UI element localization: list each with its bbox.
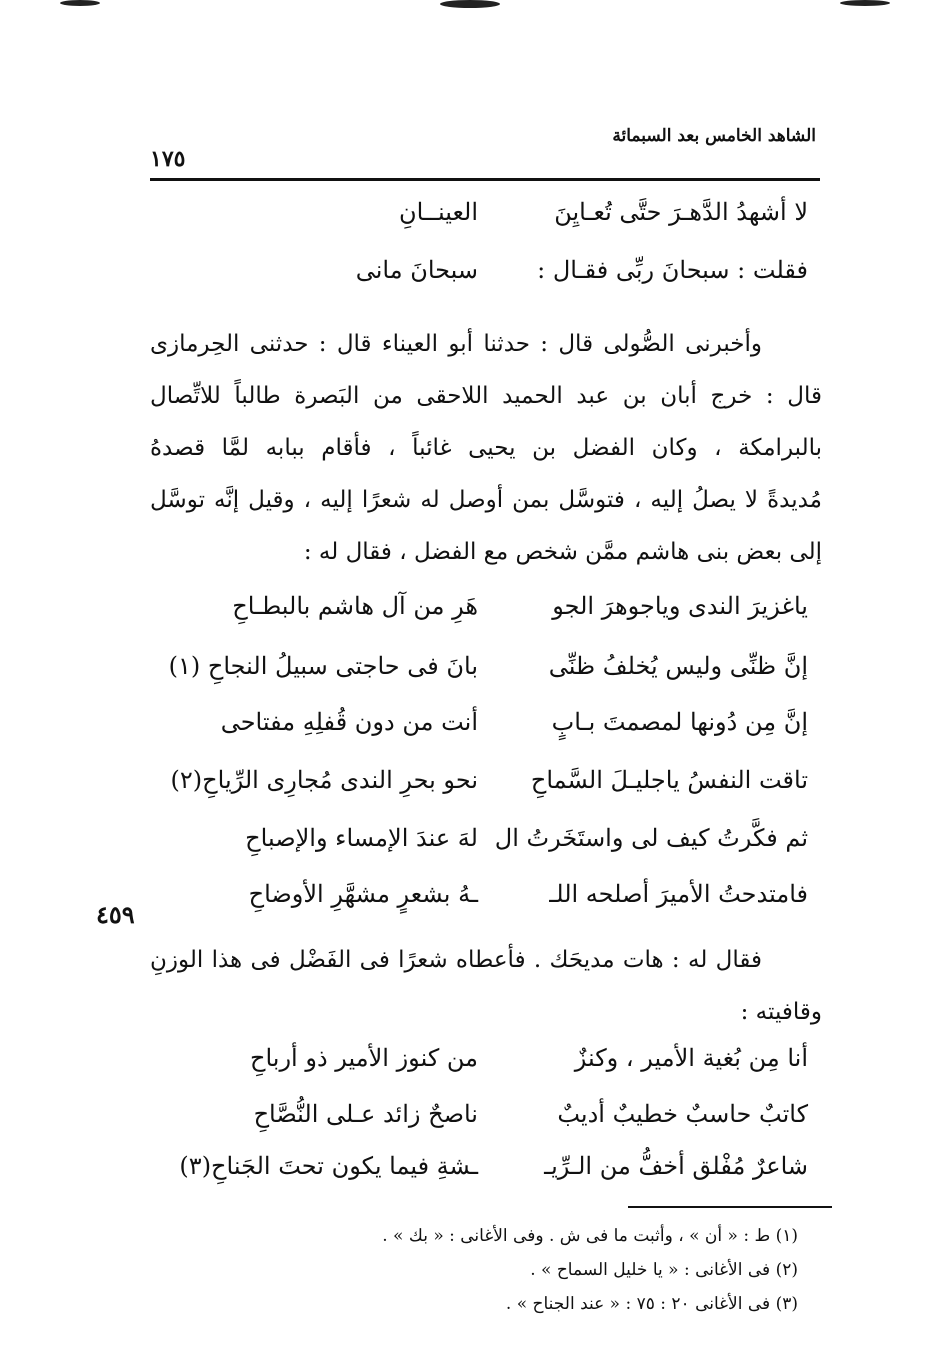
verse-hemistich-right: ياغزيرَ الندى وياجوهرَ الجو bbox=[552, 592, 808, 620]
verse-hemistich-left: لهَ عندَ الإمساء والإصباحِ bbox=[245, 824, 478, 852]
prose-line: مُديدةً لا يصلُ إليه ، فتوسَّل بمن أوصل له شعرًا إليه ، وقيل إنَّه توسَّل bbox=[150, 487, 822, 513]
running-header-title: الشاهد الخامس بعد السبمائة bbox=[612, 126, 816, 146]
verse-hemistich-right: ثم فكَّرتُ كيف لى واستَخَرتُ ال bbox=[494, 824, 808, 852]
prose-line: بالبرامكة ، وكان الفضل بن يحيى غائباً ، فأقام ببابه لمَّا قصدهُ bbox=[150, 435, 822, 461]
header-rule bbox=[150, 178, 820, 181]
verse-hemistich-left: هَرِ من آل هاشم بالبطـاحِ bbox=[232, 592, 478, 620]
scan-smudge bbox=[60, 0, 100, 6]
verse-hemistich-left: أنت من دون قُفلِهِ مفتاحى bbox=[220, 708, 478, 736]
verse-hemistich-right: شاعرٌ مُفْلق أخفُّ من الـرِّيـ bbox=[544, 1152, 808, 1180]
verse-hemistich-right: أنا مِن بُغية الأمير ، وكنزٌ bbox=[574, 1044, 808, 1072]
verse-hemistich-right: إنَّ مِن دُونها لمصمتَ بـابٍ bbox=[551, 708, 808, 736]
verse-hemistich-left: ناصحٌ زائد عـلى النُّصَّاحِ bbox=[253, 1100, 478, 1128]
prose-paragraph bbox=[150, 318, 822, 578]
scan-smudge bbox=[440, 0, 500, 8]
footnote: (٣) فى الأغانى ٢٠ : ٧٥ : « عند الجناح » . bbox=[505, 1294, 798, 1314]
verse-hemistich-right: لا أشهدُ الدَّهـرَ حتَّى تُعـايِنَ bbox=[554, 198, 808, 226]
verse-hemistich-right: إنَّ ظنِّى وليس يُخلفُ ظنِّى bbox=[548, 652, 808, 680]
scan-smudge bbox=[840, 0, 890, 6]
prose-line: وأخبرنى الصُّولى قال : حدثنا أبو العيناء قال : حدثنى الحِرمازى bbox=[150, 331, 762, 357]
verse-hemistich-left: ـشةِ فيما يكون تحتَ الجَناحِ(٣) bbox=[179, 1152, 478, 1180]
verse-hemistich-right: كاتبٌ حاسبٌ خطيبٌ أديبٌ bbox=[557, 1100, 808, 1128]
verse-hemistich-left: سبحانَ مانى bbox=[355, 256, 478, 284]
verse-hemistich-right: تاقت النفسُ ياجليـلَ السَّماحِ bbox=[530, 766, 808, 794]
page-number: ١٧٥ bbox=[150, 146, 186, 172]
verse-hemistich-right: فقلت : سبحانَ ربِّى فقـال : bbox=[537, 256, 808, 284]
margin-page-reference: ٤٥٩ bbox=[96, 900, 135, 929]
verse-hemistich-left: من كنوز الأمير ذو أرباحِ bbox=[249, 1044, 478, 1072]
prose-line: قال : خرج أبان بن عبد الحميد اللاحقى من البَصرة طالباً للاتِّصال bbox=[150, 383, 822, 409]
prose-line: فقال له : هات مديحَك . فأعطاه شعرًا فى الفَضْل فى هذا الوزنِ bbox=[150, 947, 762, 973]
verse-hemistich-left: بانَ فى حاجتى سبيلُ النجاحِ (١) bbox=[168, 652, 478, 680]
verse-hemistich-left: ـهُ بشعرٍ مشهَّرِ الأوضاحِ bbox=[248, 880, 478, 908]
prose-line: وقافيته : bbox=[740, 999, 822, 1025]
prose-paragraph bbox=[150, 934, 822, 1038]
verse-hemistich-right: فامتدحتُ الأميرَ أصلحه اللـ bbox=[549, 880, 808, 908]
prose-line: إلى بعض بنى هاشم ممَّن شخص مع الفضل ، فقال له : bbox=[303, 539, 822, 565]
footnote-rule bbox=[628, 1206, 832, 1208]
verse-hemistich-left: العينــانِ bbox=[398, 198, 478, 226]
verse-hemistich-left: نحو بحرِ الندى مُجارِى الرِّياحِ(٢) bbox=[170, 766, 478, 794]
footnote: (٢) فى الأغانى : « يا خليل السماح » . bbox=[530, 1260, 798, 1280]
footnote: (١) ط : « أن » ، وأثبت ما فى ش . وفى الأغانى : « بك » . bbox=[382, 1226, 798, 1246]
